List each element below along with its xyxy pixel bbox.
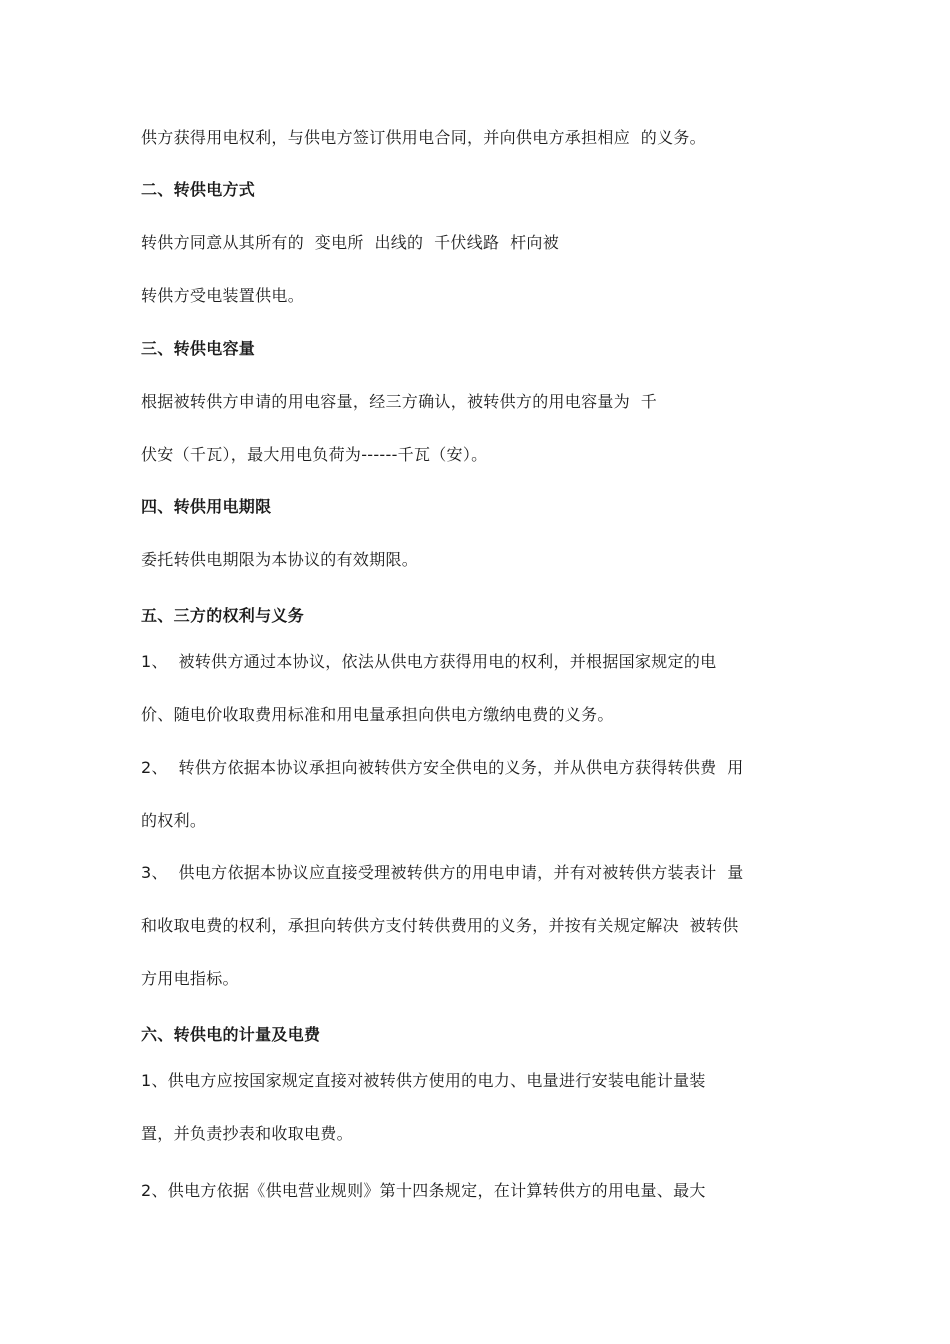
- paragraph-line: 2、 转供方依据本协议承担向被转供方安全供电的义务，并从供电方获得转供费 用: [141, 758, 744, 777]
- paragraph-line: 2、供电方依据《供电营业规则》第十四条规定，在计算转供方的用电量、最大: [141, 1181, 706, 1200]
- paragraph-line: 伏安（千瓦），最大用电负荷为------千瓦（安）。: [141, 445, 488, 464]
- paragraph-line: 方用电指标。: [141, 969, 239, 988]
- paragraph-line: 3、 供电方依据本协议应直接受理被转供方的用电申请，并有对被转供方装表计 量: [141, 863, 744, 882]
- section-heading: 三、转供电容量: [141, 339, 256, 358]
- paragraph-line: 价、随电价收取费用标准和用电量承担向供电方缴纳电费的义务。: [141, 705, 614, 724]
- paragraph-line: 转供方同意从其所有的 变电所 出线的 千伏线路 杆向被: [141, 233, 559, 252]
- paragraph-line: 的权利。: [141, 811, 207, 830]
- section-heading: 五、三方的权利与义务: [141, 606, 305, 625]
- paragraph-line: 1、 被转供方通过本协议，依法从供电方获得用电的权利，并根据国家规定的电: [141, 652, 717, 671]
- section-heading: 六、转供电的计量及电费: [141, 1025, 321, 1044]
- paragraph-line: 供方获得用电权利，与供电方签订供用电合同，并向供电方承担相应 的义务。: [141, 128, 706, 147]
- paragraph-line: 转供方受电装置供电。: [141, 286, 305, 305]
- section-heading: 二、转供电方式: [141, 180, 256, 199]
- paragraph-line: 置，并负责抄表和收取电费。: [141, 1124, 353, 1143]
- paragraph-line: 委托转供电期限为本协议的有效期限。: [141, 550, 419, 569]
- paragraph-line: 和收取电费的权利，承担向转供方支付转供费用的义务，并按有关规定解决 被转供: [141, 916, 739, 935]
- paragraph-line: 根据被转供方申请的用电容量，经三方确认，被转供方的用电容量为 千: [141, 392, 658, 411]
- section-heading: 四、转供用电期限: [141, 497, 272, 516]
- paragraph-line: 1、供电方应按国家规定直接对被转供方使用的电力、电量进行安装电能计量装: [141, 1071, 706, 1090]
